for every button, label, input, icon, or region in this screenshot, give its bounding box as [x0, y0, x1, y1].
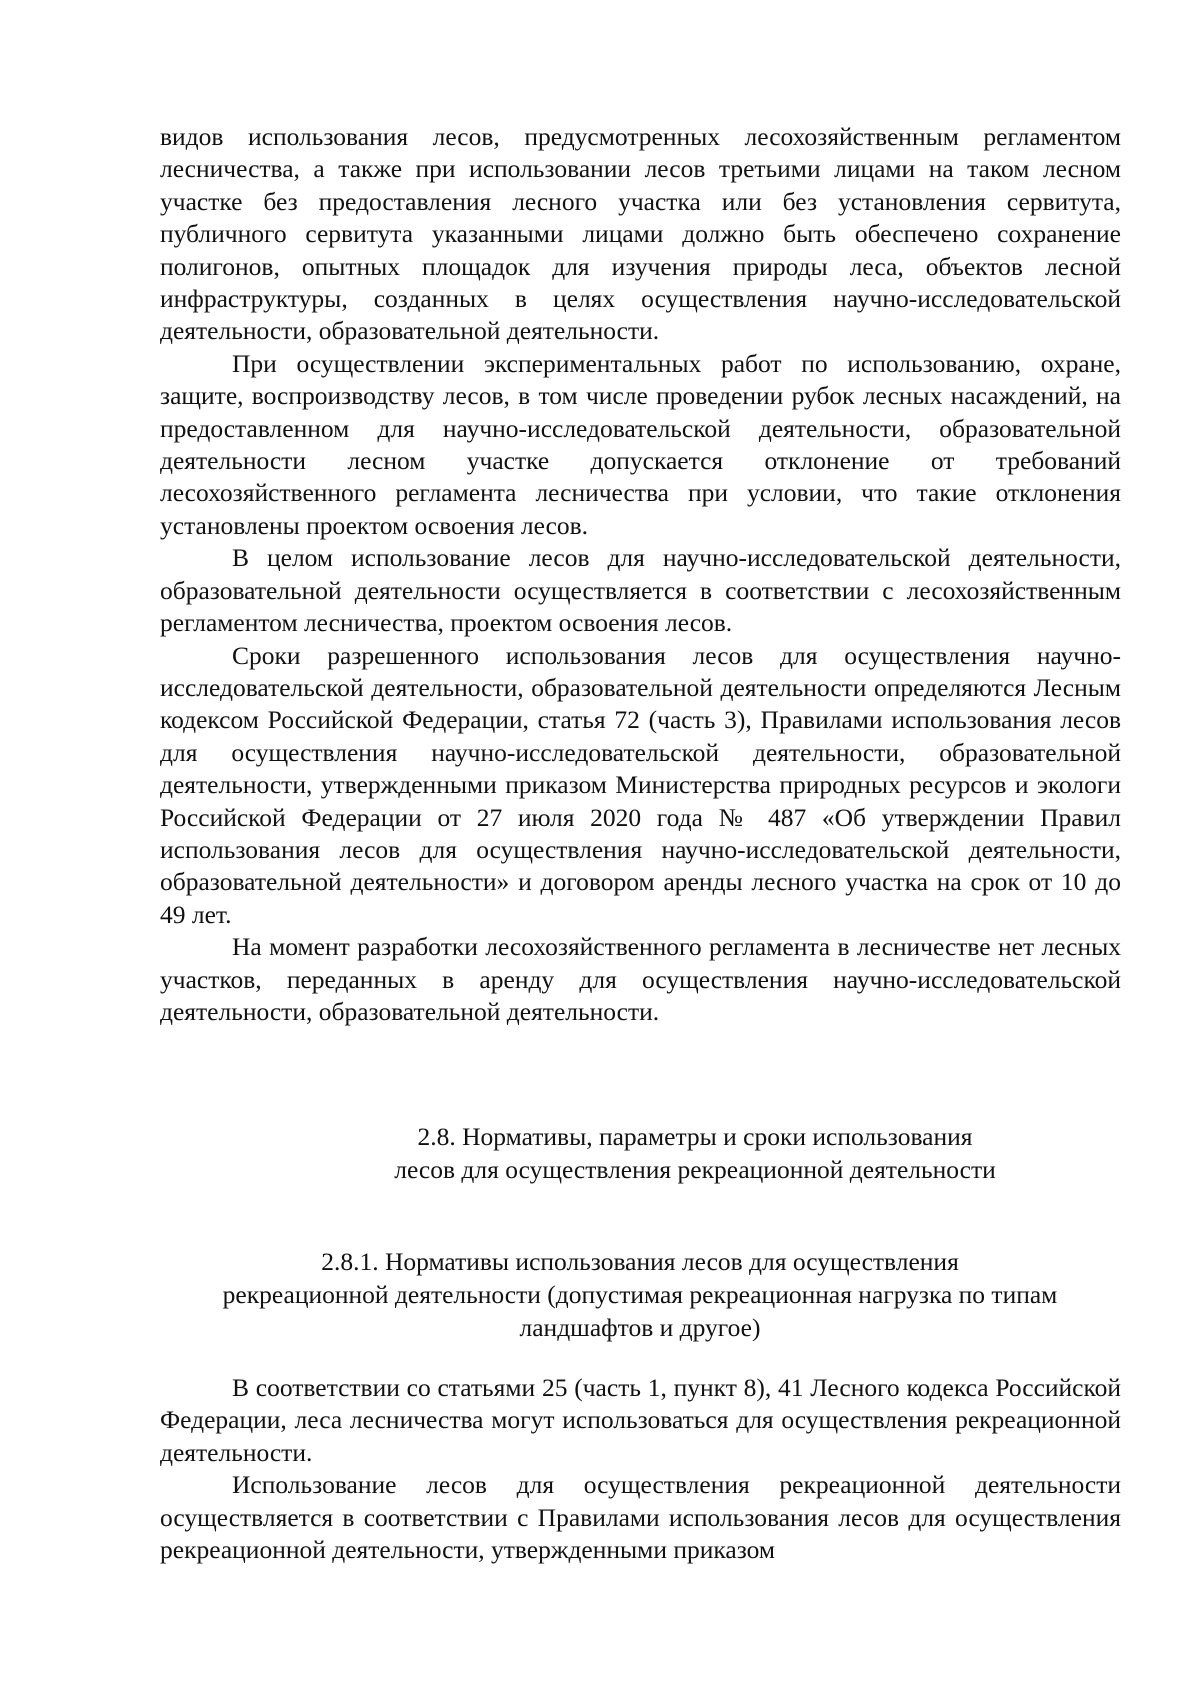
body-text-block-2: [160, 1372, 1121, 1566]
heading-line: ландшафтов и другое): [519, 1313, 761, 1342]
paragraph-recreational-rules: Использование лесов для осуществления рекреационной деятельности осуществляется в соответствии с Правилами использования лесов для осуществления рекреационной деятельности, утвержденными приказом: [160, 1470, 1121, 1565]
section-heading-2-8-1: [140, 1245, 1140, 1344]
heading-line: 2.8. Нормативы, параметры и сроки использования: [417, 1122, 973, 1151]
paragraph-general-use: В целом использование лесов для научно-исследовательской деятельности, образовательной деятельности осуществляется в соответствии с лесохозяйственным регламентом лесничества, проектом освоения лесов.: [160, 543, 1121, 638]
paragraph-continuation: видов использования лесов, предусмотренных лесохозяйственным регламентом лесничества, а также при использовании лесов третьими лицами на таком лесном участке без предоставления лесного участка или без установления сервитута, публичного сервитута указанными лицами должно быть обеспечено сохранение полигонов, опытных площадок для изучения природы леса, объектов лесной инфраструктуры, созданных в целях осуществления научно-исследовательской деятельности, образовательной деятельности.: [160, 122, 1121, 346]
heading-line: рекреационной деятельности (допустимая рекреационная нагрузка по типам: [222, 1280, 1058, 1309]
body-text-block-1: [160, 121, 1121, 1028]
heading-line: лесов для осуществления рекреационной деятельности: [394, 1155, 996, 1184]
paragraph-permitted-terms: Сроки разрешенного использования лесов для осуществления научно-исследовательской деятельности, образовательной деятельности определяются Лесным кодексом Российской Федерации, статья 72 (часть 3), Правилами использования лесов для осуществления научно-исследовательской деятельности, образовательной деятельности, утвержденными приказом Министерства природных ресурсов и экологи Российской Федерации от 27 июля 2020 года № 487 «Об утверждении Правил использования лесов для осуществления научно-исследовательской деятельности, образовательной деятельности» и договором аренды лесного участка на срок от 10 до 49 лет.: [160, 640, 1121, 929]
paragraph-recreational-basis: В соответствии со статьями 25 (часть 1, пункт 8), 41 Лесного кодекса Российской Федерации, леса лесничества могут использоваться для осуществления рекреационной деятельности.: [160, 1373, 1121, 1467]
section-heading-2-8: [305, 1120, 1085, 1186]
paragraph-experimental-works: При осуществлении экспериментальных работ по использованию, охране, защите, воспроизводству лесов, в том числе проведении рубок лесных насаждений, на предоставленном для научно-исследовательской деятельности, образовательной деятельности лесном участке допускается отклонение от требований лесохозяйственного регламента лесничества при условии, что такие отклонения установлены проектом освоения лесов.: [160, 348, 1121, 540]
heading-line: 2.8.1. Нормативы использования лесов для осуществления: [321, 1247, 959, 1276]
paragraph-no-lease-plots: На момент разработки лесохозяйственного регламента в лесничестве нет лесных участков, переданных в аренду для осуществления научно-исследовательской деятельности, образовательной деятельности.: [160, 932, 1121, 1026]
